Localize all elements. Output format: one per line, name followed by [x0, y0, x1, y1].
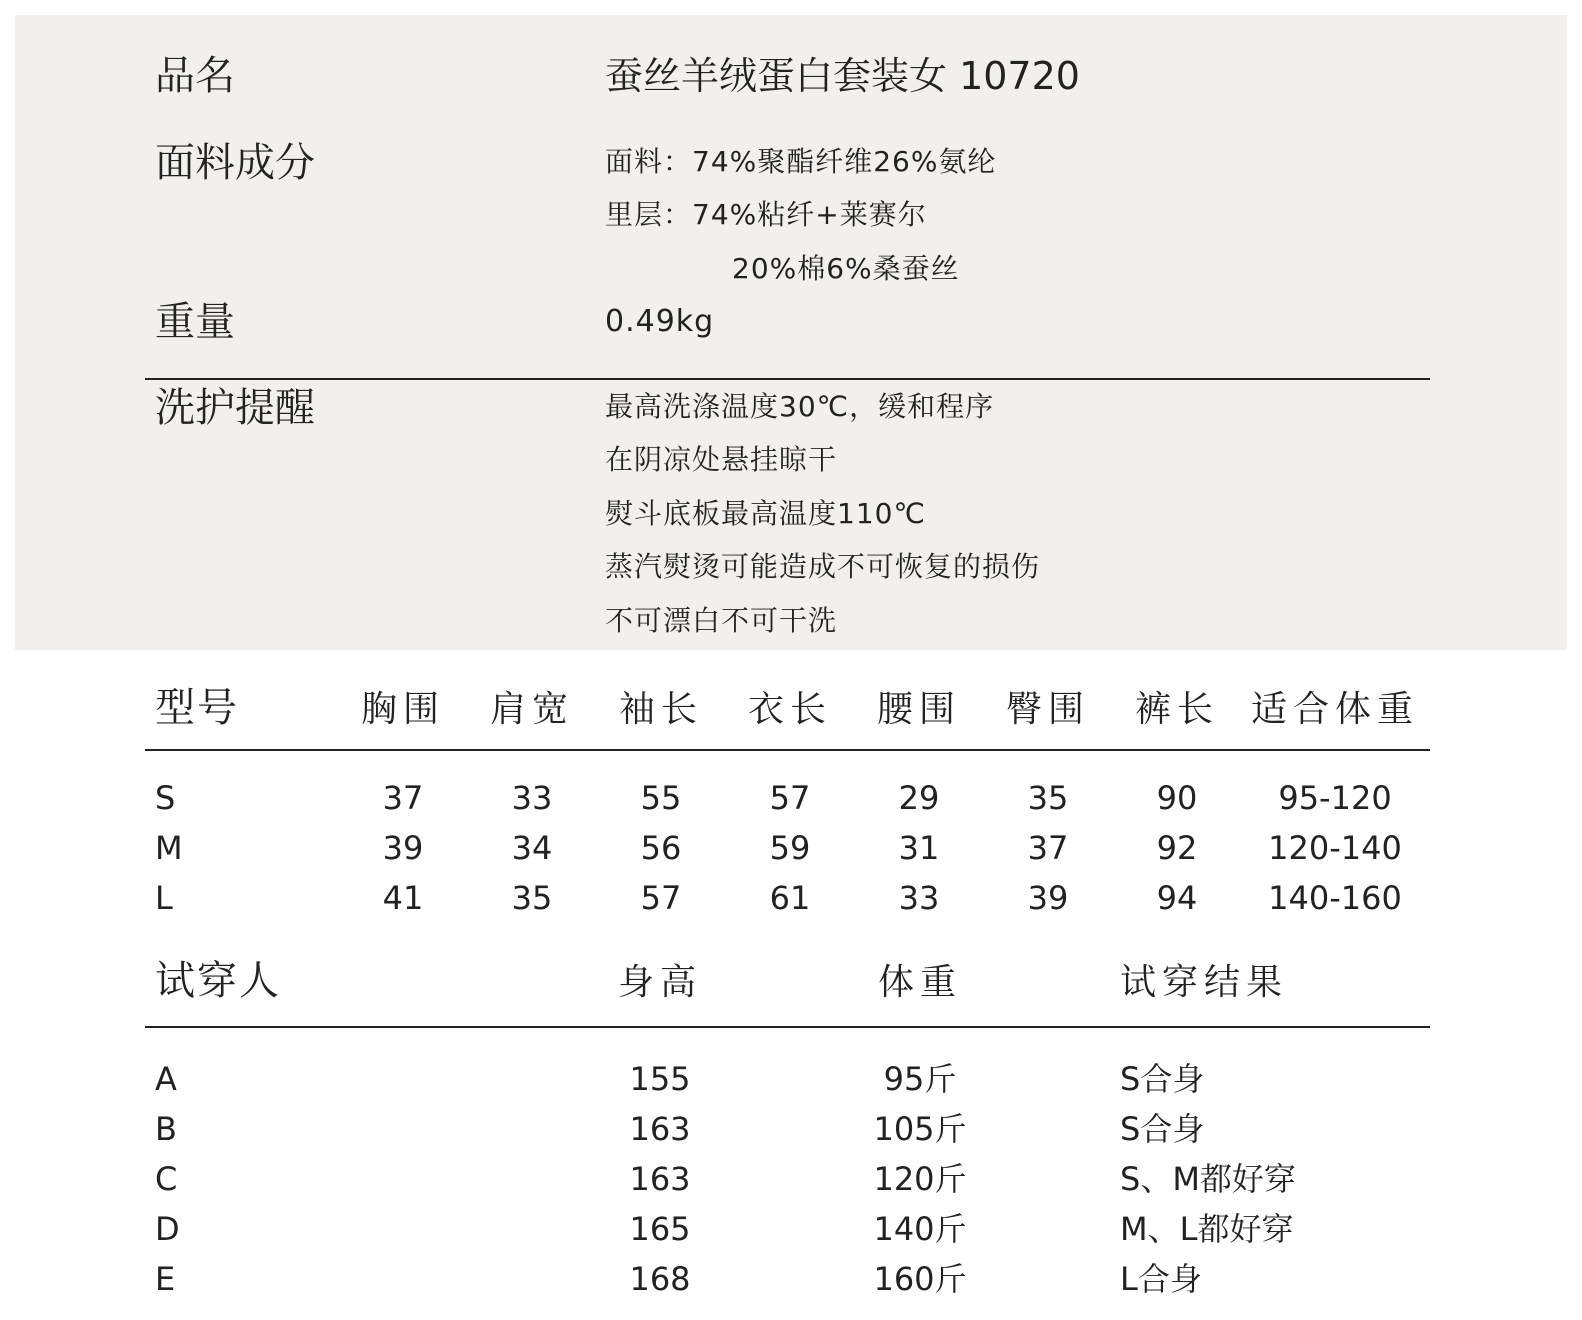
- size-cell: 35: [511, 879, 553, 917]
- size-cell: 120-140: [1268, 829, 1402, 867]
- size-cell: 94: [1156, 879, 1198, 917]
- size-cell-model: M: [155, 829, 183, 867]
- size-cell: 61: [769, 879, 811, 917]
- tryon-header-height: 身高: [617, 962, 702, 1003]
- tryon-cell-weight: 140斤: [873, 1210, 967, 1248]
- tryon-cell-weight: 95斤: [883, 1060, 957, 1098]
- care-line: 不可漂白不可干洗: [605, 604, 838, 637]
- tryon-cell-weight: 105斤: [873, 1110, 967, 1148]
- size-cell: 29: [898, 779, 940, 817]
- weight-value: 0.49kg: [605, 304, 715, 339]
- size-cell: 39: [382, 829, 424, 867]
- size-cell: 57: [769, 779, 811, 817]
- size-cell: 59: [769, 829, 811, 867]
- product-name-label: 品名: [155, 53, 235, 99]
- size-header-pants: 裤长: [1134, 689, 1219, 730]
- size-header-hip: 臀围: [1005, 689, 1090, 730]
- size-header-model: 型号: [155, 685, 239, 731]
- size-cell: 33: [511, 779, 553, 817]
- size-cell-model: L: [155, 879, 173, 917]
- divider: [145, 1026, 1430, 1028]
- fabric-label: 面料成分: [155, 140, 315, 186]
- tryon-cell-person: D: [155, 1210, 180, 1248]
- size-header-chest: 胸围: [360, 689, 445, 730]
- divider: [145, 749, 1430, 751]
- care-line: 在阴凉处悬挂晾干: [605, 443, 838, 476]
- size-cell: 37: [1027, 829, 1069, 867]
- size-cell: 56: [640, 829, 682, 867]
- tryon-cell-person: E: [155, 1260, 176, 1298]
- tryon-cell-height: 155: [629, 1060, 691, 1098]
- tryon-cell-height: 163: [629, 1160, 691, 1198]
- size-header-length: 衣长: [747, 689, 832, 730]
- tryon-cell-weight: 160斤: [873, 1260, 967, 1298]
- size-cell: 140-160: [1268, 879, 1402, 917]
- tryon-cell-person: B: [155, 1110, 177, 1148]
- care-line: 最高洗涤温度30℃，缓和程序: [605, 390, 995, 423]
- tryon-cell-result: L合身: [1120, 1260, 1202, 1298]
- size-cell: 90: [1156, 779, 1198, 817]
- tryon-header-result: 试穿结果: [1120, 962, 1289, 1003]
- divider: [145, 378, 1430, 380]
- tryon-cell-result: S合身: [1120, 1110, 1205, 1148]
- size-cell: 37: [382, 779, 424, 817]
- tryon-cell-result: S、M都好穿: [1120, 1160, 1296, 1198]
- tryon-cell-person: A: [155, 1060, 177, 1098]
- size-header-waist: 腰围: [876, 689, 961, 730]
- tryon-cell-height: 165: [629, 1210, 691, 1248]
- size-header-shoulder: 肩宽: [489, 689, 574, 730]
- product-name-value: 蚕丝羊绒蛋白套装女 10720: [605, 54, 1080, 98]
- size-cell: 57: [640, 879, 682, 917]
- tryon-cell-result: M、L都好穿: [1120, 1210, 1294, 1248]
- care-line: 蒸汽熨烫可能造成不可恢复的损伤: [605, 550, 1041, 583]
- size-cell: 31: [898, 829, 940, 867]
- size-header-weight: 适合体重: [1250, 689, 1419, 730]
- size-cell: 41: [382, 879, 424, 917]
- size-cell: 34: [511, 829, 553, 867]
- fabric-line: 里层：74%粘纤+莱赛尔: [605, 198, 927, 231]
- fabric-line: 面料：74%聚酯纤维26%氨纶: [605, 145, 997, 178]
- care-label: 洗护提醒: [155, 385, 315, 431]
- size-cell: 92: [1156, 829, 1198, 867]
- care-line: 熨斗底板最高温度110℃: [605, 497, 926, 530]
- tryon-cell-result: S合身: [1120, 1060, 1205, 1098]
- size-cell: 95-120: [1278, 779, 1392, 817]
- tryon-header-person: 试穿人: [155, 958, 281, 1004]
- size-header-sleeve: 袖长: [618, 689, 703, 730]
- fabric-line: 20%棉6%桑蚕丝: [732, 252, 960, 285]
- tryon-cell-weight: 120斤: [873, 1160, 967, 1198]
- size-cell: 35: [1027, 779, 1069, 817]
- tryon-cell-height: 168: [629, 1260, 691, 1298]
- size-cell-model: S: [155, 779, 176, 817]
- tryon-cell-height: 163: [629, 1110, 691, 1148]
- size-cell: 39: [1027, 879, 1069, 917]
- tryon-cell-person: C: [155, 1160, 178, 1198]
- tryon-header-weight: 体重: [877, 962, 962, 1003]
- size-cell: 33: [898, 879, 940, 917]
- size-cell: 55: [640, 779, 682, 817]
- weight-label: 重量: [155, 299, 235, 345]
